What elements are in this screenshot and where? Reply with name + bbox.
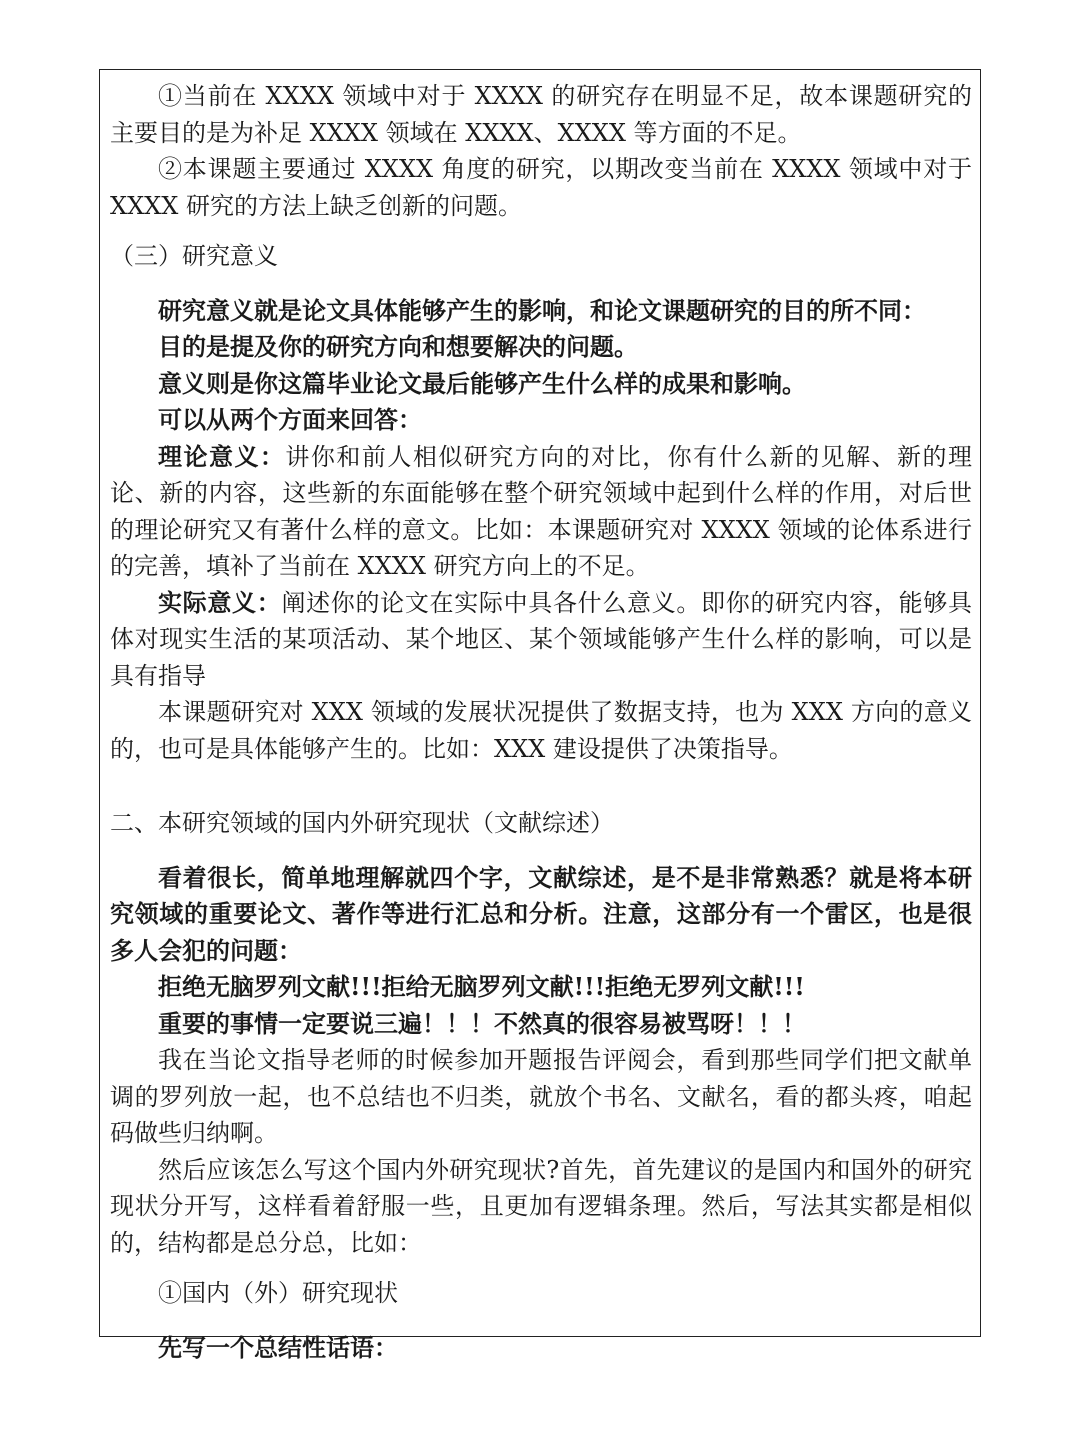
document-frame bbox=[99, 69, 981, 1362]
significance-intro-1: 研究意义就是论文具体能够产生的影响，和论文课题研究的目的所不同： bbox=[158, 295, 926, 325]
significance-intro-4: 可以从两个方面来回答： bbox=[158, 405, 422, 434]
summary-lead-in: 先写一个总结性话语： bbox=[158, 1332, 398, 1362]
section-heading-literature-review: 二、本研究领域的国内外研究现状（文献综述） bbox=[110, 809, 614, 837]
document-body bbox=[110, 78, 972, 1366]
teacher-anecdote-paragraph: 我在当论文指导老师的时候参加开题报告评阅会，看到那些同学们把文献单调的罗列放一起，也不总结也不归类，就放个书名、文献名，看的都头疼，咱起码做些归纳啊。 bbox=[110, 1046, 972, 1147]
purpose-paragraph-1: ①当前在 XXXX 领域中对于 XXXX 的研究存在明显不足，故本课题研究的主要目的是为补足 XXXX 领域在 XXXX、XXXX 等方面的不足。 bbox=[110, 82, 972, 147]
purpose-paragraph-2: ②本课题主要通过 XXXX 角度的研究，以期改变当前在 XXXX 领域中对于 XXXX 研究的方法上缺乏创新的问题。 bbox=[110, 155, 972, 220]
theory-label: 理论意义： bbox=[158, 441, 286, 471]
review-warning-1: 拒绝无脑罗列文献!!!拒给无脑罗列文献!!!拒绝无罗列文献!!! bbox=[158, 972, 805, 1001]
review-intro-paragraph: 看着很长，简单地理解就四个字，文献综述，是不是非常熟悉？就是将本研究领域的重要论文、著作等进行汇总和分析。注意，这部分有一个雷区，也是很多人会犯的问题： bbox=[110, 862, 972, 965]
significance-intro-2: 目的是提及你的研究方向和想要解决的问题。 bbox=[158, 332, 638, 361]
practical-significance-paragraph bbox=[110, 585, 972, 695]
theory-significance-paragraph bbox=[110, 439, 972, 585]
sub-heading-domestic-status: ①国内（外）研究现状 bbox=[158, 1279, 398, 1307]
significance-intro-3: 意义则是你这篇毕业论文最后能够产生什么样的成果和影响。 bbox=[158, 368, 806, 398]
practical-label: 实际意义： bbox=[158, 587, 282, 617]
howto-paragraph: 然后应该怎么写这个国内外研究现状?首先，首先建议的是国内和国外的研究现状分开写，这样看着舒服一些，且更加有逻辑条理。然后，写法其实都是相似的，结构都是总分总，比如： bbox=[110, 1155, 972, 1257]
practical-text: 阐述你的论文在实际中具各什么意义。即你的研究内容，能够具体对现实生活的某项活动、某个地区、某个领域能够产生什么样的影响，可以是具有指导 bbox=[110, 588, 972, 690]
practical-example-paragraph: 本课题研究对 XXX 领域的发展状况提供了数据支持，也为 XXX 方向的意义的，也可是具体能够产生的。比如：XXX 建设提供了决策指导。 bbox=[110, 698, 972, 763]
review-warning-2: 重要的事情一定要说三遍！！！不然真的很容易被骂呀！！！ bbox=[158, 1008, 806, 1038]
theory-text: 讲你和前人相似研究方向的对比，你有什么新的见解、新的理论、新的内容，这些新的东面能够在整个研究领域中起到什么样的作用，对后世的理论研究又有著什么样的意文。比如：本课题研究对 XXXX 领域的论体系进行的完善，填补了当前在 XXXX 研究方向上的不足。 bbox=[110, 442, 973, 580]
section-heading-significance: （三）研究意义 bbox=[110, 242, 278, 270]
